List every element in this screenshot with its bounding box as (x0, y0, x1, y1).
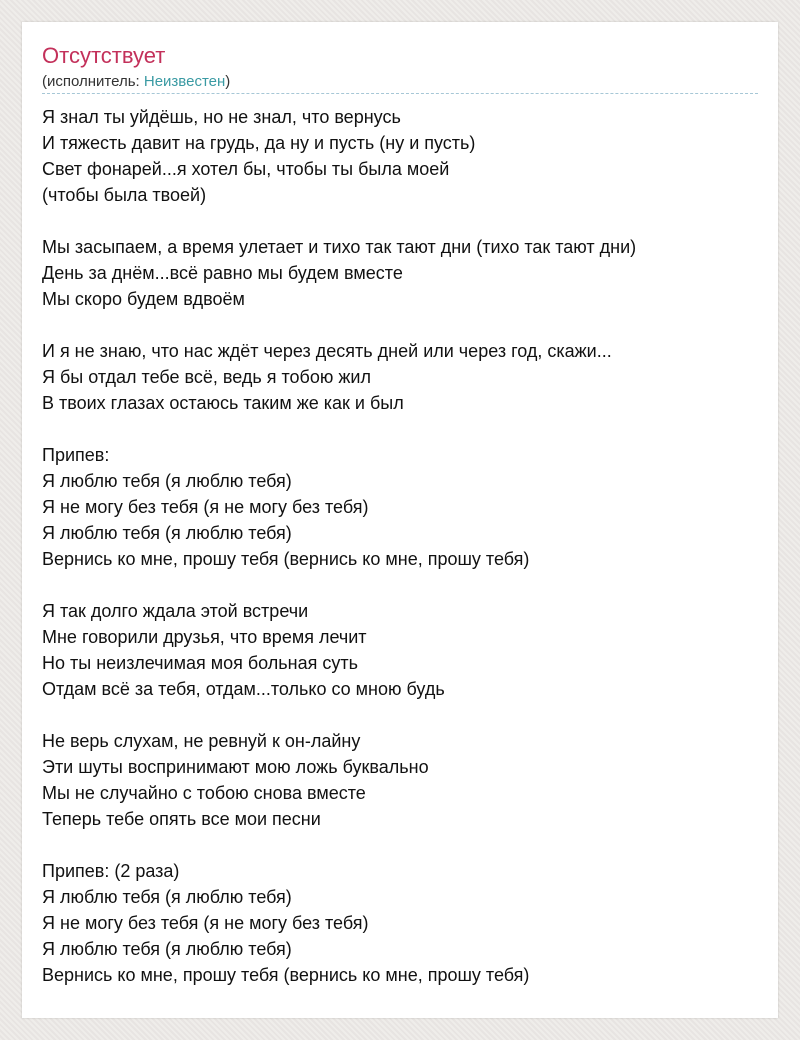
lyric-line: День за днём...всё равно мы будем вместе (42, 263, 403, 283)
lyric-line: Я люблю тебя (я люблю тебя) (42, 471, 292, 491)
lyric-line: Вернись ко мне, прошу тебя (вернись ко мне, прошу тебя) (42, 965, 530, 985)
lyric-line: И я не знаю, что нас ждёт через десять дней или через год, скажи... (42, 341, 612, 361)
lyric-line: Вернись ко мне, прошу тебя (вернись ко мне, прошу тебя) (42, 549, 530, 569)
title-divider (42, 93, 758, 94)
lyric-line: Не верь слухам, не ревнуй к он-лайну (42, 731, 361, 751)
lyric-line: Мы скоро будем вдвоём (42, 289, 245, 309)
stanza-break (42, 832, 758, 858)
stanza-break (42, 208, 758, 234)
lyric-line: Отдам всё за тебя, отдам...только со мною будь (42, 679, 445, 699)
lyric-line: Я люблю тебя (я люблю тебя) (42, 523, 292, 543)
lyric-line: Свет фонарей...я хотел бы, чтобы ты была моей (42, 159, 450, 179)
lyric-line: Мне говорили друзья, что время лечит (42, 627, 367, 647)
lyric-line: В твоих глазах остаюсь таким же как и был (42, 393, 404, 413)
lyric-line: И тяжесть давит на грудь, да ну и пусть (ну и пусть) (42, 133, 476, 153)
artist-prefix: (исполнитель: (42, 73, 144, 90)
lyric-line: (чтобы была твоей) (42, 185, 207, 205)
lyrics-card (22, 22, 778, 1018)
artist-line (42, 72, 230, 92)
lyric-line: Теперь тебе опять все мои песни (42, 809, 321, 829)
lyric-line: Мы не случайно с тобою снова вместе (42, 783, 366, 803)
lyric-line: Эти шуты воспринимают мою ложь буквально (42, 757, 429, 777)
lyric-line: Припев: (42, 445, 110, 465)
lyric-line: Я бы отдал тебе всё, ведь я тобою жил (42, 367, 371, 387)
artist-link[interactable]: Неизвестен (143, 73, 226, 90)
artist-suffix: ) (225, 73, 231, 90)
lyric-line: Я не могу без тебя (я не могу без тебя) (42, 913, 369, 933)
lyric-line: Мы засыпаем, а время улетает и тихо так тают дни (тихо так тают дни) (42, 237, 637, 257)
lyric-line: Я люблю тебя (я люблю тебя) (42, 939, 292, 959)
stanza-break (42, 416, 758, 442)
lyric-line: Я люблю тебя (я люблю тебя) (42, 887, 292, 907)
song-title: Отсутствует (42, 43, 166, 68)
stanza-break (42, 702, 758, 728)
stanza-break (42, 312, 758, 338)
stanza-break (42, 572, 758, 598)
lyric-line: Я знал ты уйдёшь, но не знал, что вернусь (42, 107, 401, 127)
lyric-line: Но ты неизлечимая моя больная суть (42, 653, 358, 673)
lyric-line: Припев: (2 раза) (42, 861, 180, 881)
lyrics-body (42, 104, 758, 988)
lyric-line: Я так долго ждала этой встречи (42, 601, 309, 621)
lyric-line: Я не могу без тебя (я не могу без тебя) (42, 497, 369, 517)
